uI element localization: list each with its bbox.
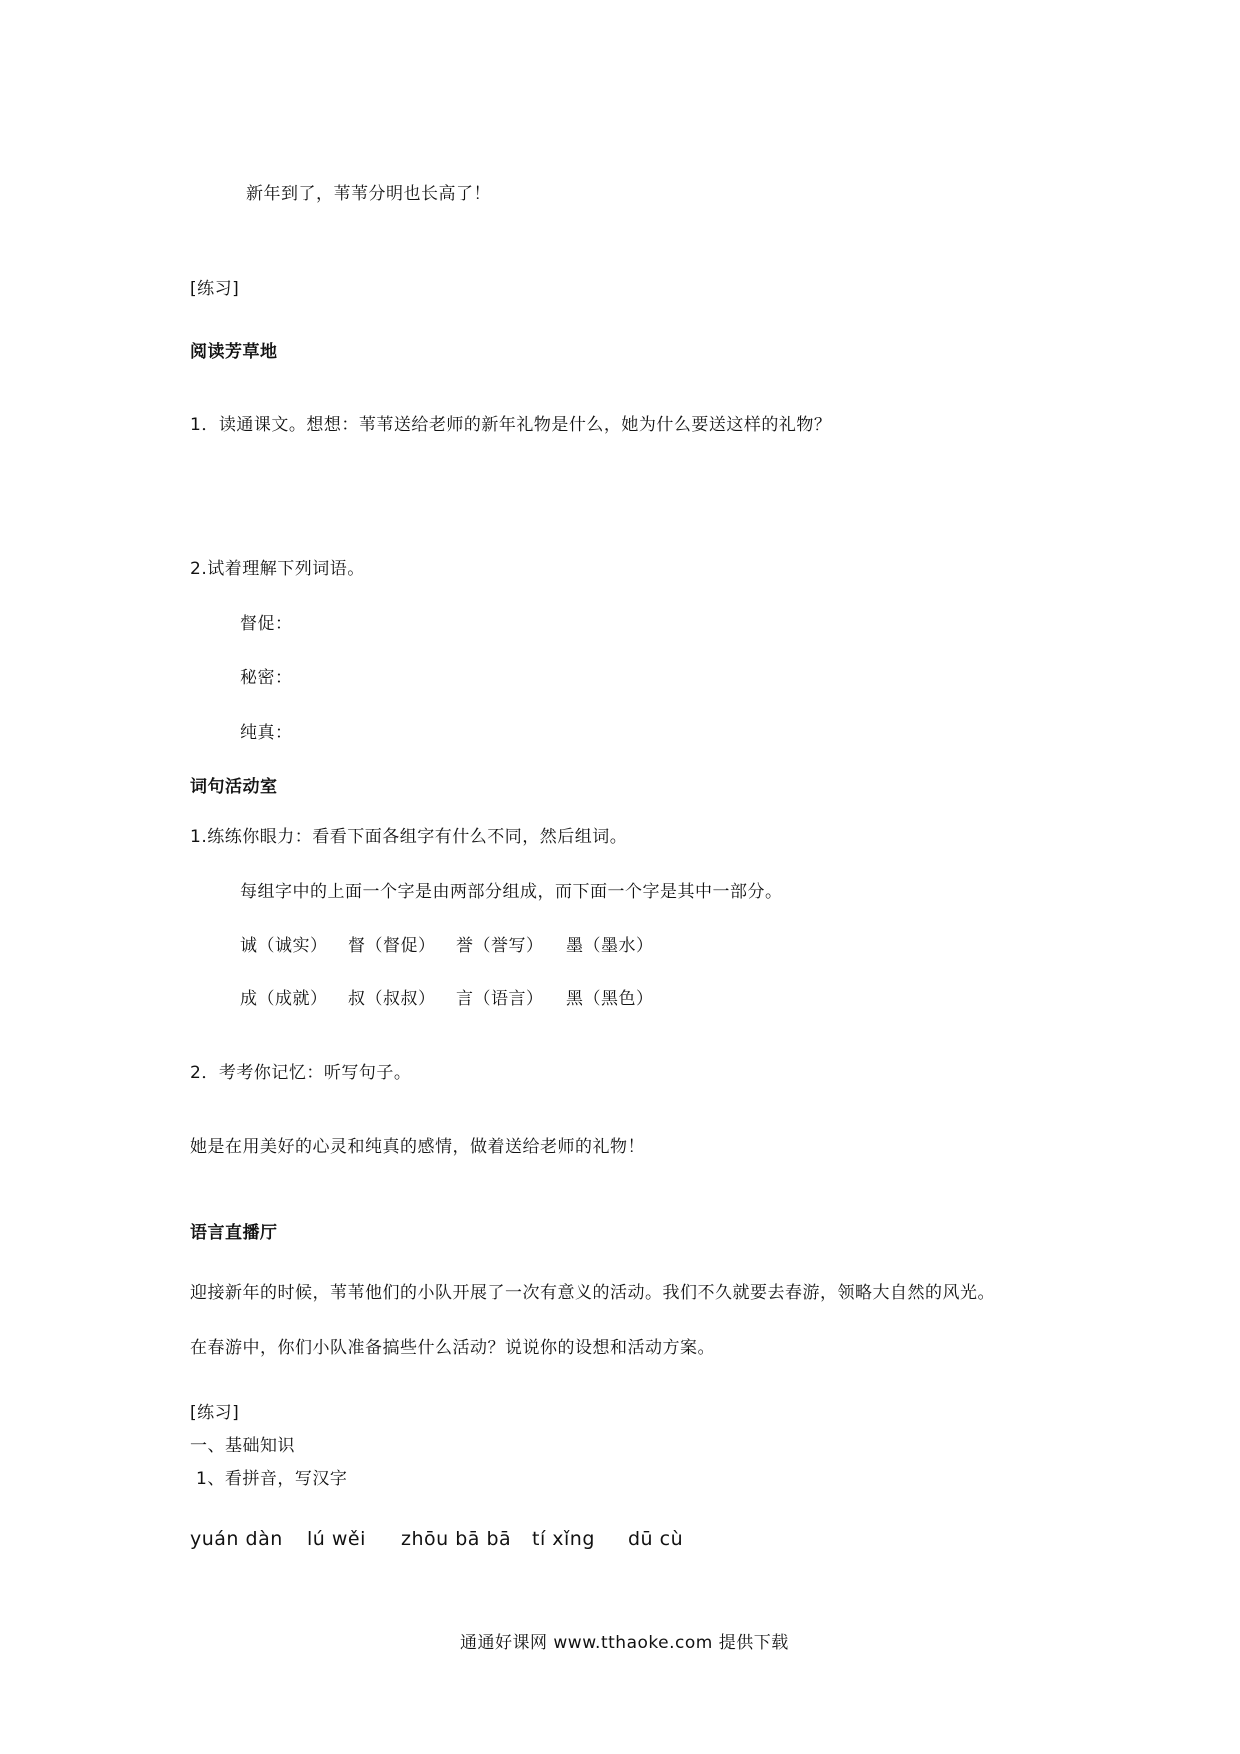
dictation-sentence: 她是在用美好的心灵和纯真的感情，做着送给老师的礼物！ (190, 1137, 645, 1157)
reading-question-1: 1．读通课文。想想：苇苇送给老师的新年礼物是什么，她为什么要送这样的礼物？ (190, 415, 832, 435)
pinyin-item: dū cù (628, 1528, 684, 1550)
pinyin-item: yuán dàn (190, 1528, 283, 1550)
reading-question-2: 2.试着理解下列词语。 (190, 559, 365, 579)
word-item: 纯真： (240, 723, 293, 743)
section-heading-speech-hall: 语言直播厅 (190, 1223, 278, 1243)
pinyin-item: lú wěi (307, 1528, 366, 1550)
word-room-question-1: 1.练练你眼力：看看下面各组字有什么不同，然后组词。 (190, 827, 628, 847)
basics-heading: 一、基础知识 (190, 1436, 295, 1456)
char-group: 叔（叔叔） (348, 989, 436, 1009)
char-group: 墨（墨水） (566, 936, 654, 956)
word-item: 秘密： (240, 668, 293, 688)
section-heading-reading: 阅读芳草地 (190, 342, 278, 362)
char-group: 黑（黑色） (566, 989, 654, 1009)
char-group: 誉（誉写） (456, 936, 544, 956)
speech-hall-line-2: 在春游中，你们小队准备搞些什么活动？说说你的设想和活动方案。 (190, 1338, 715, 1358)
word-room-note: 每组字中的上面一个字是由两部分组成，而下面一个字是其中一部分。 (240, 882, 783, 902)
page-footer: 通通好课网 www.tthaoke.com 提供下载 (460, 1633, 789, 1653)
practice-label: [练习] (190, 1403, 240, 1423)
section-heading-word-room: 词句活动室 (190, 777, 278, 797)
char-group: 成（成就） (240, 989, 328, 1009)
pinyin-item: tí xǐng (532, 1528, 595, 1550)
word-room-question-2: 2．考考你记忆：听写句子。 (190, 1063, 412, 1083)
speech-hall-line-1: 迎接新年的时候，苇苇他们的小队开展了一次有意义的活动。我们不久就要去春游，领略大自然的风光。 (190, 1283, 995, 1303)
word-item: 督促： (240, 614, 293, 634)
pinyin-item: zhōu bā bā (401, 1528, 512, 1550)
pinyin-task: 1、看拼音，写汉字 (196, 1469, 348, 1489)
practice-label: [练习] (190, 279, 240, 299)
char-group: 言（语言） (456, 989, 544, 1009)
intro-line: 新年到了，苇苇分明也长高了！ (246, 184, 491, 204)
char-group: 诚（诚实） (240, 936, 328, 956)
char-group: 督（督促） (348, 936, 436, 956)
